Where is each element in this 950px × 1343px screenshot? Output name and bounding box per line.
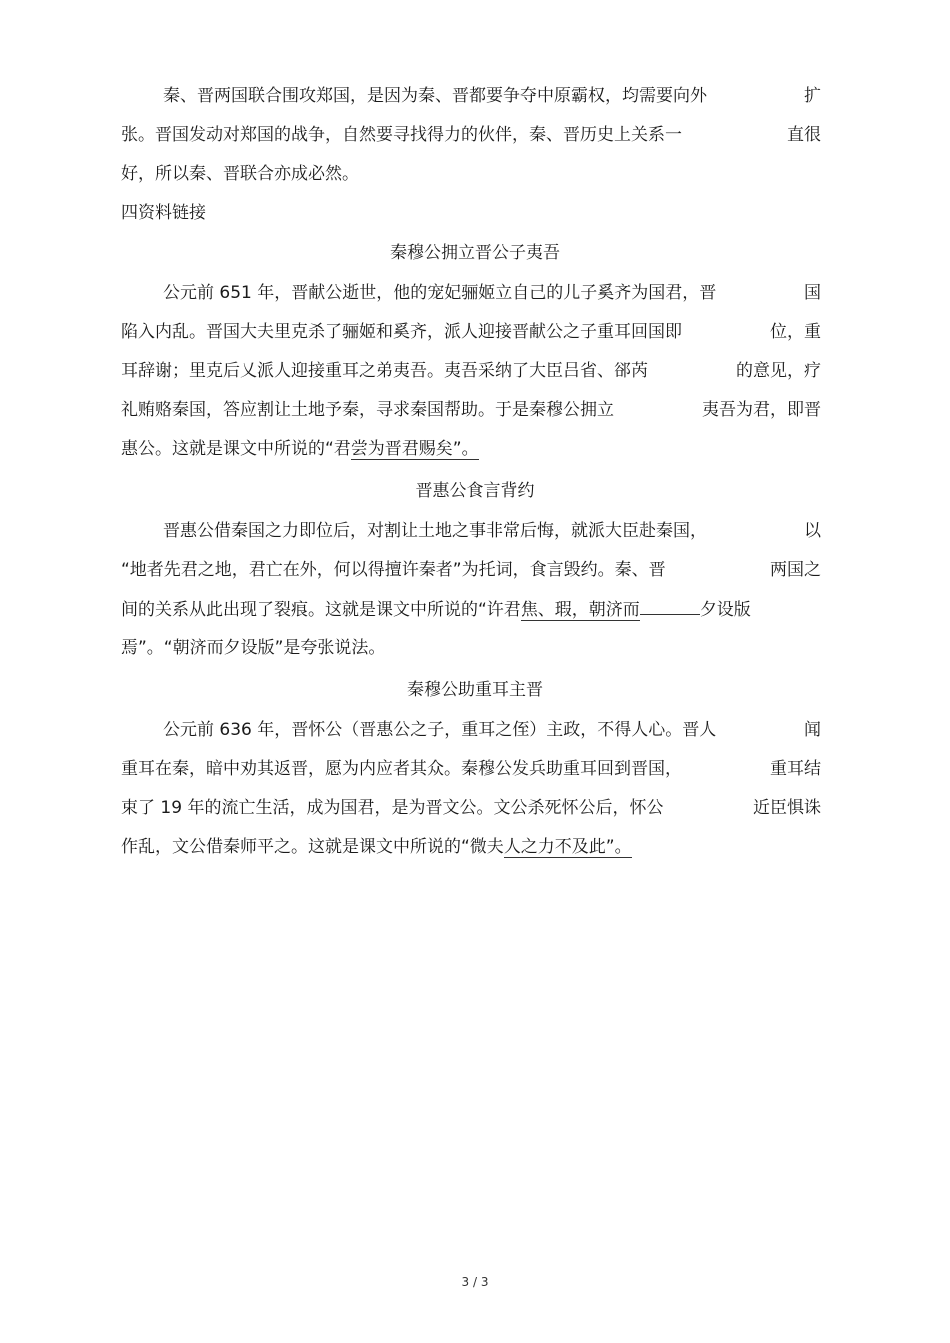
subsection-heading: 晋惠公食言背约 (415, 481, 535, 501)
text-run: 秦、晋两国联合围攻郑国，是因为秦、晋都要争夺中原霸权，均需要向外 (163, 86, 707, 106)
quoted-underlined-text: 尝为晋君赐矣”。 (350, 439, 479, 459)
text-run: 位，重 (770, 322, 821, 342)
paragraph-line (121, 596, 821, 622)
paragraph-line (163, 83, 821, 109)
text-run: 闻 (804, 720, 821, 740)
text-run: 重耳结 (770, 759, 821, 779)
section-title-text: 四资料链接 (121, 203, 206, 223)
text-run: 扩 (804, 86, 821, 106)
paragraph-line (121, 397, 821, 423)
text-run: “地者先君之地，君亡在外，何以得擅许秦者”为托词，食言毁约。秦、晋 (121, 560, 666, 580)
text-run: 陷入内乱。晋国大夫里克杀了骊姬和奚齐，派人迎接晋献公之子重耳回国即 (121, 322, 682, 342)
paragraph-line (121, 161, 821, 187)
paragraph-line (121, 436, 821, 462)
text-run: 近臣惧诛 (753, 798, 821, 818)
paragraph-line (121, 557, 821, 583)
text-run: 直很 (787, 125, 821, 145)
text-run: 的意见，疗 (736, 361, 821, 381)
text-run (121, 436, 479, 462)
text-run: 间的关系从此出现了裂痕。这就是课文中所说的“许君 (121, 600, 521, 620)
text-run: 夕设版 (699, 600, 751, 620)
paragraph-line (163, 280, 821, 306)
text-run: 国 (804, 283, 821, 303)
quoted-underlined-text: 人之力不及此”。 (503, 837, 632, 857)
paragraph-line (121, 635, 821, 661)
paragraph-line (121, 358, 821, 384)
quoted-underlined-text: 焦、瑕，朝济而 (520, 600, 640, 620)
paragraph-line (163, 717, 821, 743)
paragraph-line (121, 834, 821, 860)
subsection-heading: 秦穆公助重耳主晋 (407, 680, 543, 700)
text-run: 束了 19 年的流亡生活，成为国君，是为晋文公。文公杀死怀公后，怀公 (121, 798, 664, 818)
section-title (121, 200, 821, 226)
text-run: 张。晋国发动对郑国的战争，自然要寻找得力的伙伴，秦、晋历史上关系一 (121, 125, 682, 145)
text-run: 夷吾为君，即晋 (702, 400, 821, 420)
text-run: 好，所以秦、晋联合亦成必然。 (121, 164, 359, 184)
paragraph-line (163, 518, 821, 544)
text-run: 作乱，文公借秦师平之。这就是课文中所说的“微夫 (121, 837, 504, 857)
text-run: 公元前 636 年，晋怀公（晋惠公之子，重耳之侄）主政，不得人心。晋人 (163, 720, 717, 740)
paragraph-line (121, 795, 821, 821)
text-run: 公元前 651 年，晋献公逝世，他的宠妃骊姬立自己的儿子奚齐为国君，晋 (163, 283, 717, 303)
paragraph-line (121, 319, 821, 345)
paragraph-line (121, 756, 821, 782)
text-run: 晋惠公借秦国之力即位后，对割让土地之事非常后悔，就派大臣赴秦国， (163, 521, 707, 541)
text-run: 重耳在秦，暗中劝其返晋，愿为内应者其众。秦穆公发兵助重耳回到晋国， (121, 759, 682, 779)
blank-line (640, 596, 700, 615)
text-run: 以 (804, 521, 821, 541)
text-run: 礼贿赂秦国，答应割让土地予秦，寻求秦国帮助。于是秦穆公拥立 (121, 400, 614, 420)
subsection-heading: 秦穆公拥立晋公子夷吾 (390, 243, 560, 263)
text-run: 焉”。“朝济而夕设版”是夸张说法。 (121, 638, 386, 658)
text-run: 惠公。这就是课文中所说的“君 (121, 439, 351, 459)
text-run: 耳辞谢；里克后乂派人迎接重耳之弟夷吾。夷吾采纳了大臣吕省、郤芮 (121, 361, 648, 381)
text-run (121, 596, 751, 623)
paragraph-line (121, 122, 821, 148)
text-run (121, 834, 632, 860)
page-number: 3 / 3 (461, 1275, 489, 1289)
text-run: 两国之 (770, 560, 821, 580)
